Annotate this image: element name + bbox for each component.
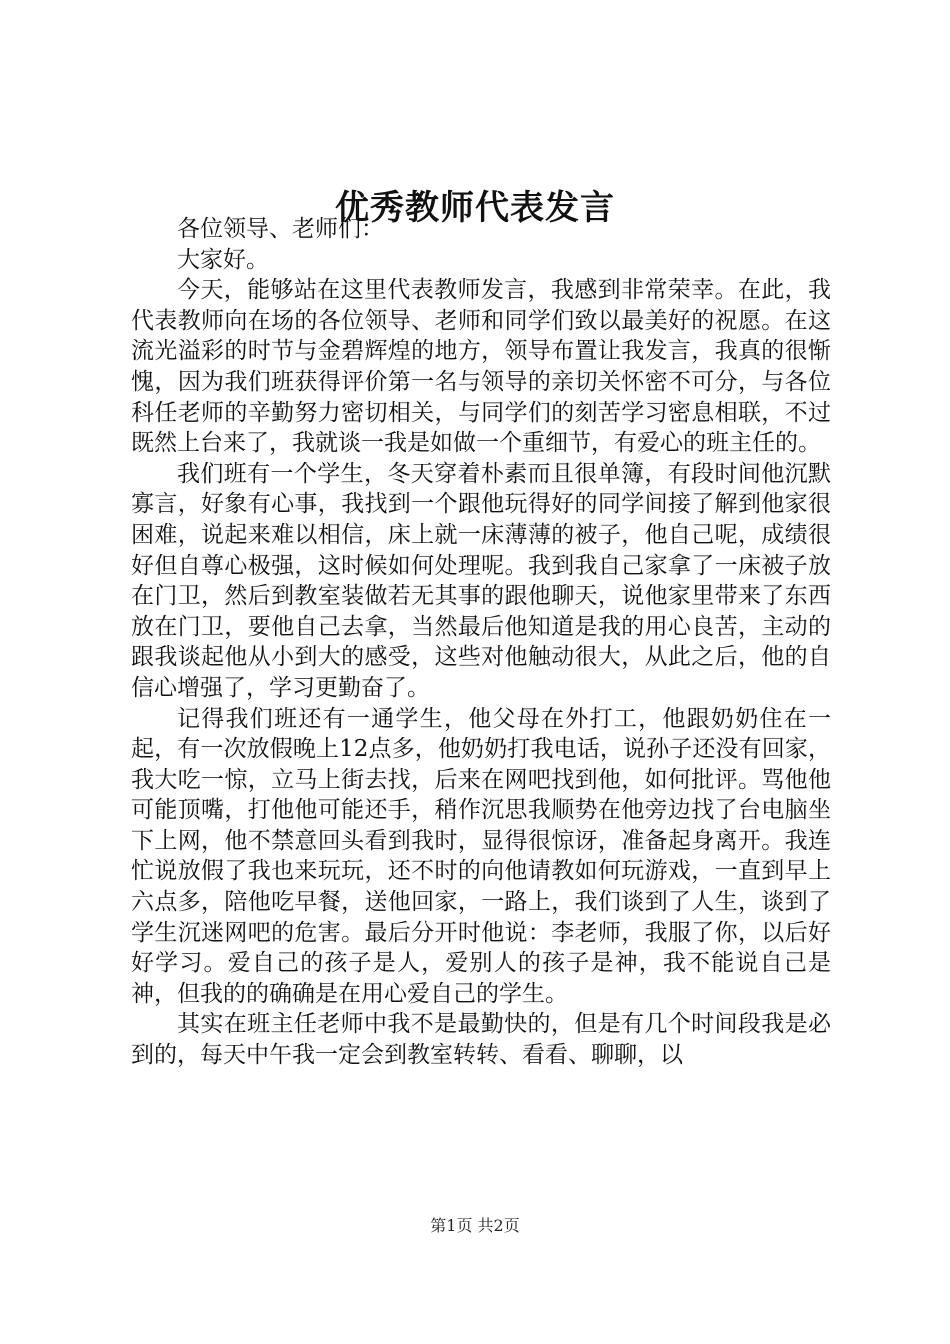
paragraph-greeting: 大家好。: [177, 246, 269, 273]
paragraph-routine: 其实在班主任老师中我不是最勤快的，但是有几个时间段我是必到的，每天中午我一定会到教室转转、看看、聊聊，以: [131, 1011, 831, 1069]
paragraph-story-netcafe: 记得我们班还有一通学生，他父母在外打工，他跟奶奶住在一起，有一次放假晚上12点多，他奶奶打我电话，说孙子还没有回家，我大吃一惊，立马上街去找，后来在网吧找到他，如何批评。骂他他可能顶嘴，打他他可能还手，稍作沉思我顺势在他旁边找了台电脑坐下上网，他不禁意回头看到我时，显得很惊讶，准备起身离开。我连忙说放假了我也来玩玩，还不时的向他请教如何玩游戏，一直到早上六点多，陪他吃早餐，送他回家，一路上，我们谈到了人生，谈到了学生沉迷网吧的危害。最后分开时他说：李老师，我服了你，以后好好学习。爱自己的孩子是人，爱别人的孩子是神，我不能说自己是神，但我的的确确是在用心爱自己的学生。: [131, 705, 831, 1007]
page-number-footer: 第1页 共2页: [430, 1216, 520, 1235]
paragraph-salutation: 各位领导、老师们：: [177, 216, 384, 242]
paragraph-story-quilt: 我们班有一个学生，冬天穿着朴素而且很单簿，有段时间他沉默寡言，好象有心事，我找到一个跟他玩得好的同学间接了解到他家很困难，说起来难以相信，床上就一床薄薄的被子，他自己呢，成绩很好但自尊心极强，这时候如何处理呢。我到我自己家拿了一床被子放在门卫，然后到教室装做若无其事的跟他聊天，说他家里带来了东西放在门卫，要他自己去拿，当然最后他知道是我的用心良苦，主动的跟我谈起他从小到大的感受，这些对他触动很大，从此之后，他的自信心增强了，学习更勤奋了。: [131, 460, 831, 701]
paragraph-intro: 今天，能够站在这里代表教师发言，我感到非常荣幸。在此，我代表教师向在场的各位领导、老师和同学们致以最美好的祝愿。在这流光溢彩的时节与金碧辉煌的地方，领导布置让我发言，我真的很惭愧，因为我们班获得评价第一名与领导的亲切关怀密不可分，与各位科任老师的辛勤努力密切相关，与同学们的刻苦学习密息相联，不过既然上台来了，我就谈一我是如做一个重细节，有爱心的班主任的。: [131, 277, 831, 457]
document-body: [131, 214, 831, 1071]
document-title: 优秀教师代表发言: [335, 188, 615, 228]
